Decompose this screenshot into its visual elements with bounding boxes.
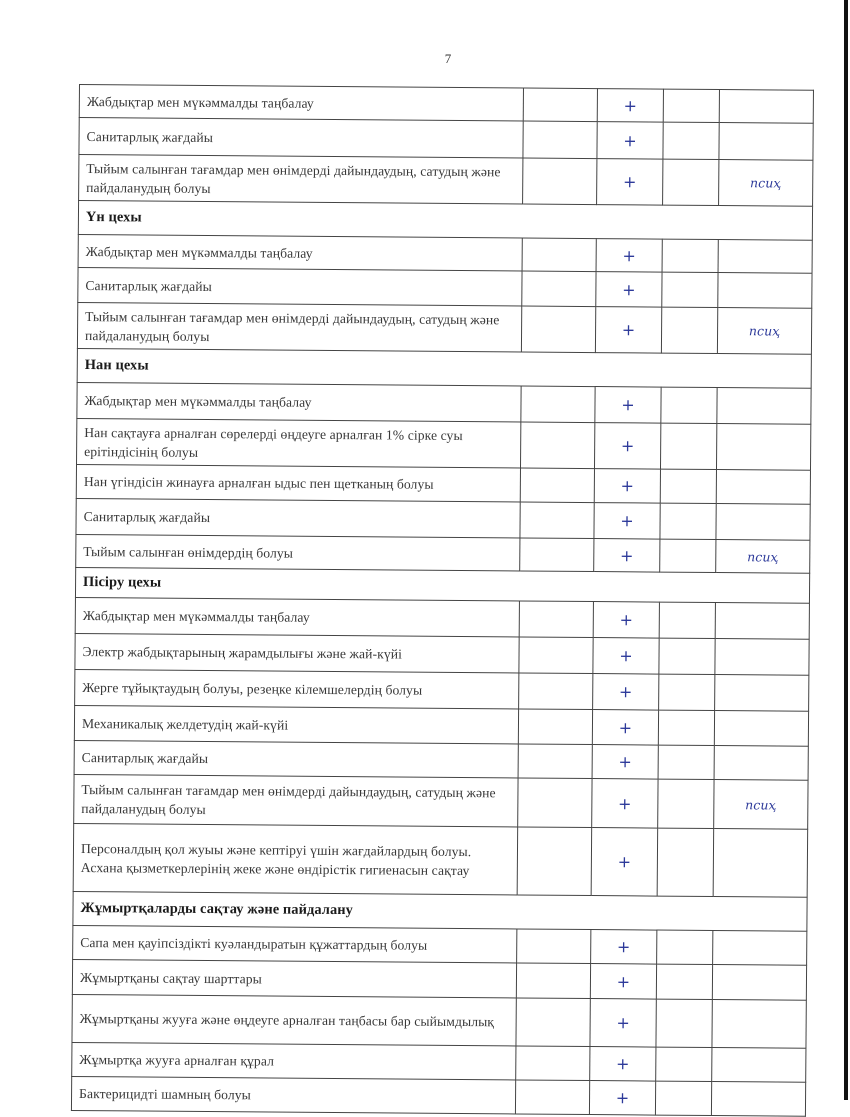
- empty-cell: [658, 779, 714, 828]
- handwritten-note: псиҳ: [719, 160, 813, 207]
- item-description: Сапа мен қауіпсіздікті куәландыратын құжаттардың болуы: [73, 925, 517, 962]
- checklist-row: [75, 597, 809, 639]
- check-mark: +: [591, 828, 658, 897]
- empty-cell: [656, 999, 712, 1047]
- checklist-row: [79, 118, 813, 161]
- empty-cell: [515, 1080, 589, 1115]
- checklist-body: [71, 85, 813, 1117]
- empty-cell: [516, 1046, 590, 1081]
- empty-cell: [716, 424, 810, 471]
- empty-cell: [715, 675, 809, 712]
- page-number: 7: [444, 51, 452, 66]
- empty-cell: [658, 745, 714, 779]
- empty-cell: [517, 929, 591, 964]
- item-description: Жабдықтар мен мүкәммалды таңбалау: [77, 382, 521, 421]
- empty-cell: [713, 829, 808, 898]
- empty-cell: [712, 965, 806, 1001]
- scan-edge-line: [844, 0, 848, 1100]
- check-mark: +: [597, 89, 663, 123]
- checklist-row: [72, 959, 806, 1000]
- empty-cell: [523, 121, 597, 159]
- empty-cell: [521, 306, 595, 353]
- empty-cell: [716, 470, 810, 505]
- check-mark: +: [592, 745, 658, 780]
- checklist-row: [72, 994, 806, 1048]
- empty-cell: [719, 123, 813, 161]
- empty-cell: [657, 828, 714, 896]
- empty-cell: [660, 503, 716, 539]
- check-mark: +: [594, 423, 660, 470]
- check-mark: +: [593, 674, 659, 711]
- item-description: Жабдықтар мен мүкәммалды таңбалау: [78, 234, 522, 270]
- item-description: Нан сақтауға арналған сөрелерді өңдеуге арналған 1% сірке суы ерітіндісінің болуы: [77, 418, 521, 467]
- checklist-sheet: [71, 84, 813, 1117]
- empty-cell: [713, 931, 807, 966]
- item-description: Нан үгіндісін жинауға арналған ыдыс пен щетканың болуы: [76, 464, 520, 501]
- empty-cell: [715, 639, 809, 676]
- empty-cell: [521, 386, 595, 423]
- item-description: Механикалық желдетудің жай-күйі: [74, 705, 518, 743]
- empty-cell: [518, 778, 592, 828]
- checklist-row: [74, 774, 808, 829]
- checklist-row: [77, 418, 811, 470]
- item-description: Жерге тұйықтаудың болуы, резеңке кілемшелердің болуы: [75, 669, 519, 708]
- check-mark: +: [595, 307, 661, 354]
- checklist-row: [73, 823, 808, 897]
- empty-cell: [522, 271, 596, 307]
- section-heading: Пісіру цехы: [75, 567, 809, 603]
- empty-cell: [520, 468, 594, 503]
- empty-cell: [660, 469, 716, 503]
- section-heading: Үн цехы: [78, 201, 812, 241]
- empty-cell: [523, 158, 597, 205]
- empty-cell: [519, 673, 593, 710]
- empty-cell: [520, 538, 594, 572]
- check-mark: +: [594, 539, 660, 573]
- handwritten-note: псиҳ: [716, 540, 810, 574]
- empty-cell: [517, 827, 592, 896]
- check-mark: +: [592, 710, 658, 746]
- checklist-row: [75, 633, 809, 675]
- empty-cell: [716, 504, 810, 541]
- empty-cell: [663, 159, 719, 205]
- checklist-row: [73, 925, 807, 965]
- item-description: Жабдықтар мен мүкәммалды таңбалау: [75, 597, 519, 636]
- handwritten-note: псиҳ: [717, 308, 811, 355]
- empty-cell: [662, 239, 718, 272]
- section-heading: Нан цехы: [77, 348, 811, 388]
- item-description: Жұмыртқаны жууға және өңдеуге арналған таңбасы бар сыйымдылық: [72, 994, 516, 1045]
- checklist-row: [76, 498, 810, 540]
- empty-cell: [712, 1000, 806, 1049]
- item-description: Санитарлық жағдайы: [74, 740, 518, 777]
- empty-cell: [518, 744, 592, 779]
- empty-cell: [657, 930, 713, 964]
- empty-cell: [718, 273, 812, 309]
- empty-cell: [523, 88, 597, 122]
- checklist-row: [72, 1042, 806, 1082]
- empty-cell: [719, 90, 813, 124]
- check-mark: +: [593, 602, 659, 639]
- section-row: [73, 891, 807, 931]
- check-mark: +: [596, 272, 662, 308]
- check-mark: +: [592, 779, 658, 829]
- item-description: Санитарлық жағдайы: [76, 498, 520, 537]
- empty-cell: [656, 1047, 712, 1081]
- item-description: Тыйым салынған тағамдар мен өнімдерді дайындаудың, сатудың және пайдаланудың болуы: [79, 155, 523, 204]
- empty-cell: [655, 1081, 711, 1115]
- empty-cell: [711, 1081, 805, 1116]
- empty-cell: [659, 638, 715, 674]
- empty-cell: [522, 238, 596, 272]
- check-mark: +: [589, 1081, 655, 1116]
- empty-cell: [520, 502, 594, 539]
- check-mark: +: [591, 930, 657, 965]
- item-description: Тыйым салынған өнімдердің болуы: [76, 534, 520, 570]
- section-row: [78, 201, 812, 241]
- section-heading: Жұмыртқаларды сақтау және пайдалану: [73, 891, 807, 931]
- empty-cell: [659, 674, 715, 710]
- item-description: Тыйым салынған тағамдар мен өнімдерді дайындаудың, сатудың және пайдаланудың болуы: [74, 774, 518, 826]
- empty-cell: [658, 710, 714, 745]
- checklist-row: [71, 1076, 805, 1116]
- checklist-row: [77, 382, 811, 424]
- check-mark: +: [595, 387, 661, 424]
- empty-cell: [715, 603, 809, 640]
- empty-cell: [660, 423, 716, 469]
- item-description: Электр жабдықтарының жарамдылығы және жай-күйі: [75, 633, 519, 672]
- empty-cell: [519, 601, 593, 638]
- empty-cell: [662, 272, 718, 307]
- empty-cell: [663, 89, 719, 122]
- empty-cell: [661, 387, 717, 423]
- empty-cell: [661, 307, 717, 353]
- item-description: Тыйым салынған тағамдар мен өнімдерді дайындаудың, сатудың және пайдаланудың болуы: [77, 302, 521, 351]
- inspection-checklist-table: [71, 84, 814, 1117]
- checklist-row: [78, 267, 812, 308]
- empty-cell: [516, 963, 590, 999]
- section-row: [77, 348, 811, 388]
- check-mark: +: [593, 638, 659, 675]
- check-mark: +: [590, 999, 656, 1048]
- check-mark: +: [597, 159, 663, 206]
- empty-cell: [656, 964, 712, 999]
- empty-cell: [717, 388, 811, 425]
- checklist-row: [75, 669, 809, 711]
- item-description: Жұмыртқа жууға арналған құрал: [72, 1042, 516, 1079]
- item-description: Бактерицидті шамның болуы: [71, 1076, 515, 1113]
- check-mark: +: [594, 469, 660, 504]
- empty-cell: [659, 602, 715, 638]
- checklist-row: [74, 705, 808, 746]
- empty-cell: [519, 637, 593, 674]
- item-description: Жұмыртқаны сақтау шарттары: [72, 959, 516, 997]
- checklist-row: [77, 302, 811, 354]
- handwritten-note: псиҳ: [714, 780, 808, 830]
- check-mark: +: [590, 1047, 656, 1082]
- item-description: Персоналдың қол жуыы және кептіруі үшін жағдайлардың болуы. Асхана қызметкерлерінің жеке және өндірістік гигиенасын сақтау: [73, 823, 518, 894]
- checklist-row: [79, 155, 813, 207]
- empty-cell: [712, 1048, 806, 1083]
- checklist-row: [74, 740, 808, 780]
- check-mark: +: [590, 964, 656, 1000]
- empty-cell: [714, 746, 808, 781]
- empty-cell: [660, 539, 716, 572]
- check-mark: +: [597, 122, 663, 160]
- empty-cell: [663, 122, 719, 159]
- empty-cell: [714, 711, 808, 747]
- empty-cell: [518, 709, 592, 745]
- item-description: Санитарлық жағдайы: [78, 267, 522, 305]
- empty-cell: [718, 240, 812, 274]
- check-mark: +: [596, 239, 662, 273]
- checklist-row: [76, 464, 810, 504]
- item-description: Санитарлық жағдайы: [79, 118, 523, 158]
- empty-cell: [520, 422, 594, 469]
- item-description: Жабдықтар мен мүкәммалды таңбалау: [79, 85, 523, 121]
- check-mark: +: [594, 503, 660, 540]
- empty-cell: [516, 998, 590, 1047]
